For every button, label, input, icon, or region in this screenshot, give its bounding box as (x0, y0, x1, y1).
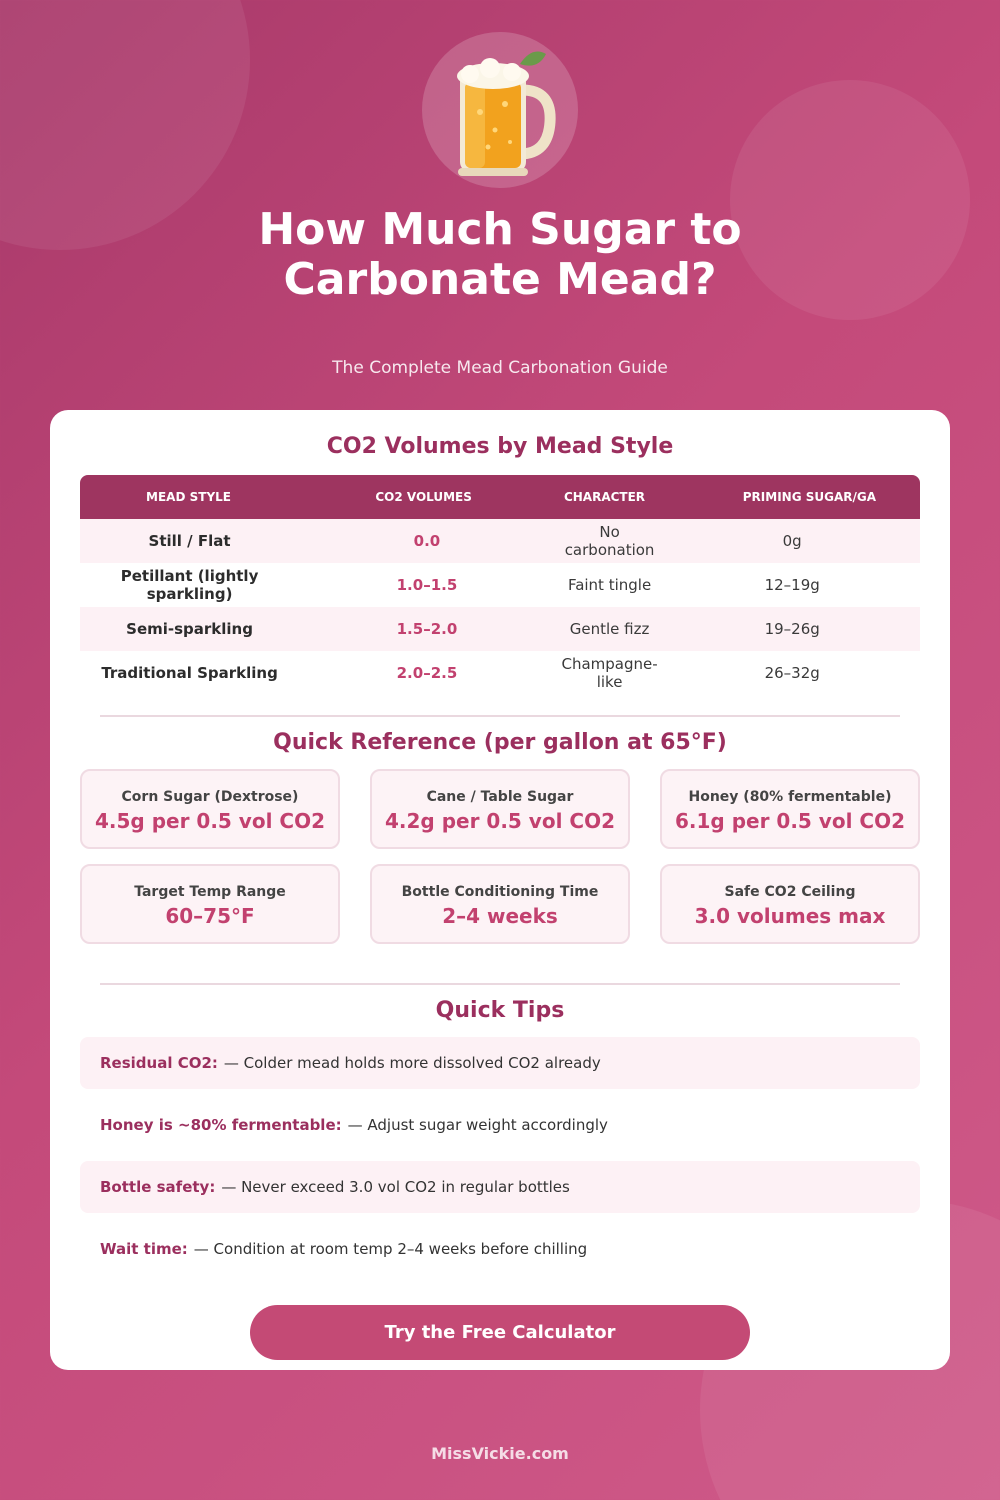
reference-card (80, 769, 340, 849)
reference-card (660, 864, 920, 944)
table-cell-co2: 1.5–2.0 (396, 620, 458, 638)
page-subtitle: The Complete Mead Carbonation Guide (332, 358, 668, 378)
reference-card (660, 769, 920, 849)
reference-value: 4.5g per 0.5 vol CO2 (95, 809, 325, 833)
guide-card (50, 410, 950, 1370)
reference-value: 60–75°F (165, 904, 255, 928)
reference-card (370, 864, 630, 944)
table-cell-character: Gentle fizz (569, 620, 650, 638)
co2-table (80, 475, 920, 695)
tip-key: Wait time: (100, 1240, 188, 1258)
reference-label: Target Temp Range (134, 884, 286, 900)
tip-item (80, 1099, 920, 1151)
calculator-button[interactable]: Try the Free Calculator (250, 1305, 750, 1360)
table-cell-co2: 0.0 (413, 532, 441, 550)
tip-text: — Adjust sugar weight accordingly (347, 1116, 608, 1134)
table-header-cell: CHARACTER (563, 490, 646, 504)
table-cell-style: Traditional Sparkling (101, 664, 278, 682)
table-cell-character: No carbonation (564, 523, 655, 559)
tip-text: — Condition at room temp 2–4 weeks before chilling (193, 1240, 588, 1258)
table-cell-sugar: 19–26g (764, 620, 820, 638)
reference-card (370, 769, 630, 849)
table-header-cell: PRIMING SUGAR/GA (742, 490, 877, 504)
reference-value: 3.0 volumes max (694, 904, 886, 928)
reference-label: Bottle Conditioning Time (401, 884, 599, 900)
tip-key: Residual CO2: (100, 1054, 218, 1072)
reference-label: Honey (80% fermentable) (688, 789, 892, 805)
table-title: CO2 Volumes by Mead Style (326, 434, 674, 459)
table-cell-character: Faint tingle (567, 576, 652, 594)
table-row (80, 519, 920, 563)
footer-brand[interactable]: MissVickie.com (431, 1444, 569, 1463)
reference-label: Cane / Table Sugar (426, 789, 574, 805)
table-header-cell: CO2 VOLUMES (375, 490, 472, 504)
tip-text: — Never exceed 3.0 vol CO2 in regular bottles (221, 1178, 570, 1196)
tip-item (80, 1037, 920, 1089)
tip-key: Honey is ~80% fermentable: (100, 1116, 342, 1134)
reference-value: 4.2g per 0.5 vol CO2 (385, 809, 615, 833)
reference-value: 2–4 weeks (442, 904, 558, 928)
tips-title: Quick Tips (435, 998, 565, 1023)
table-header (80, 475, 920, 519)
reference-label: Corn Sugar (Dextrose) (121, 789, 299, 805)
tip-text: — Colder mead holds more dissolved CO2 already (223, 1054, 601, 1072)
page-title: How Much Sugar to Carbonate Mead? (258, 204, 742, 305)
table-cell-sugar: 26–32g (764, 664, 820, 682)
table-cell-co2: 2.0–2.5 (396, 664, 458, 682)
table-cell-style: Still / Flat (148, 532, 231, 550)
table-cell-sugar: 0g (782, 532, 802, 550)
tip-item (80, 1161, 920, 1213)
table-cell-co2: 1.0–1.5 (396, 576, 458, 594)
tip-item (80, 1223, 920, 1275)
reference-card (80, 864, 340, 944)
table-header-cell: MEAD STYLE (146, 490, 231, 504)
table-cell-sugar: 12–19g (764, 576, 820, 594)
table-cell-style: Petillant (lightly sparkling) (120, 567, 259, 603)
table-row (80, 607, 920, 651)
reference-label: Safe CO2 Ceiling (724, 884, 856, 900)
section-divider (100, 715, 900, 717)
table-cell-character: Champagne-like (561, 655, 658, 691)
table-row (80, 651, 920, 695)
mead-mug-icon (422, 32, 578, 188)
section-divider (100, 983, 900, 985)
tip-key: Bottle safety: (100, 1178, 216, 1196)
reference-title: Quick Reference (per gallon at 65°F) (273, 730, 727, 755)
table-row (80, 563, 920, 607)
table-cell-style: Semi-sparkling (126, 620, 253, 638)
reference-value: 6.1g per 0.5 vol CO2 (675, 809, 905, 833)
